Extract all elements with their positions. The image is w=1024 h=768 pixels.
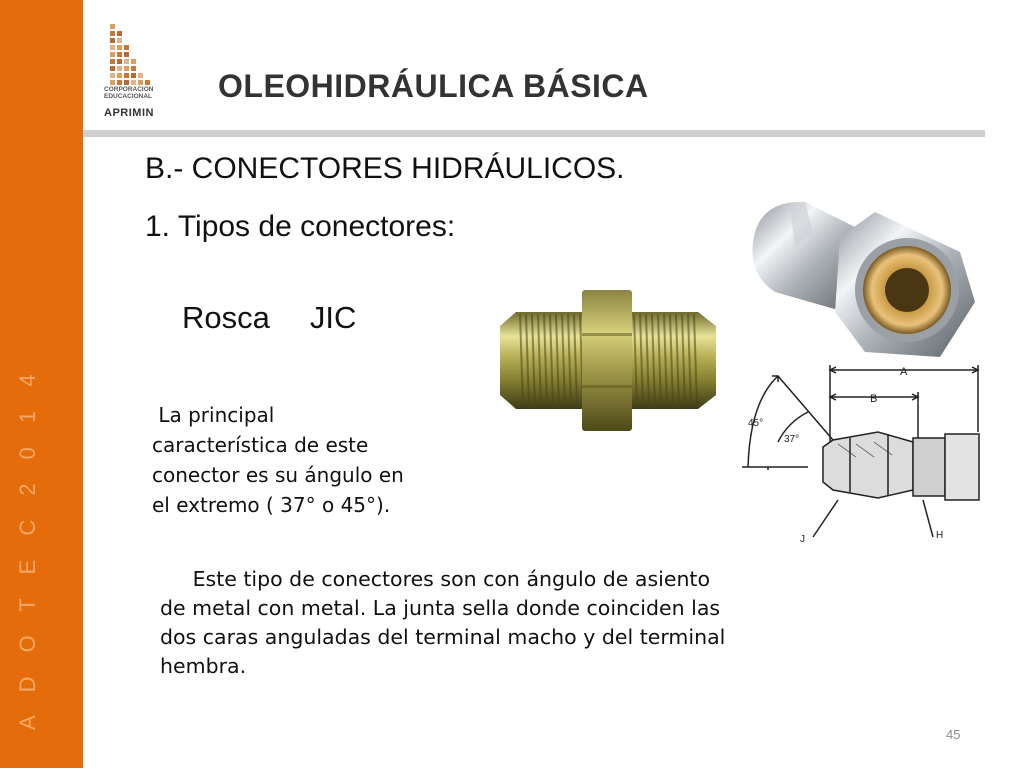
title-divider	[83, 130, 985, 137]
logo-caption-line-2: EDUCACIONAL	[104, 93, 153, 100]
logo-caption-line-1: CORPORACION	[104, 86, 154, 93]
description-line-1: La principal	[152, 403, 275, 427]
swivel-fitting-image	[735, 192, 983, 362]
diagram-label-a: A	[900, 366, 908, 378]
description-line-4: el extremo ( 37° o 45°).	[152, 493, 391, 517]
connector-label-rosca: Rosca	[182, 300, 270, 335]
connector-description	[152, 400, 482, 520]
page-title: OLEOHIDRÁULICA BÁSICA	[218, 68, 649, 104]
paragraph-line-2: de metal con metal. La junta sella donde coinciden las	[160, 596, 721, 620]
description-line-3: conector es su ángulo en	[152, 463, 404, 487]
diagram-label-j: J	[800, 534, 805, 545]
sidebar-label: A D O T E C 2 0 1 4	[15, 365, 40, 730]
list-item-tipos: 1. Tipos de conectores:	[145, 210, 456, 243]
logo-brand: APRIMIN	[104, 107, 154, 119]
diagram-label-37: 37°	[784, 434, 800, 445]
diagram-label-h: H	[936, 530, 944, 541]
jic-union-fitting-image	[494, 288, 722, 433]
paragraph-line-4: hembra.	[160, 654, 247, 678]
connector-label-jic: JIC	[309, 300, 357, 335]
logo-caption	[104, 86, 176, 100]
paragraph-line-1: Este tipo de conectores son con ángulo de asiento	[160, 567, 711, 591]
jic-dimension-diagram	[738, 362, 984, 548]
body-paragraph	[160, 565, 890, 681]
diagram-label-45: 45°	[748, 418, 764, 429]
sidebar-vertical-text	[15, 365, 45, 730]
description-line-2: característica de este	[152, 433, 369, 457]
diagram-label-b: B	[870, 393, 878, 405]
paragraph-line-3: dos caras anguladas del terminal macho y del terminal	[160, 625, 726, 649]
page-number: 45	[946, 727, 961, 742]
section-heading: B.- CONECTORES HIDRÁULICOS.	[145, 152, 625, 185]
sidebar	[0, 0, 83, 768]
connector-label	[182, 300, 356, 336]
